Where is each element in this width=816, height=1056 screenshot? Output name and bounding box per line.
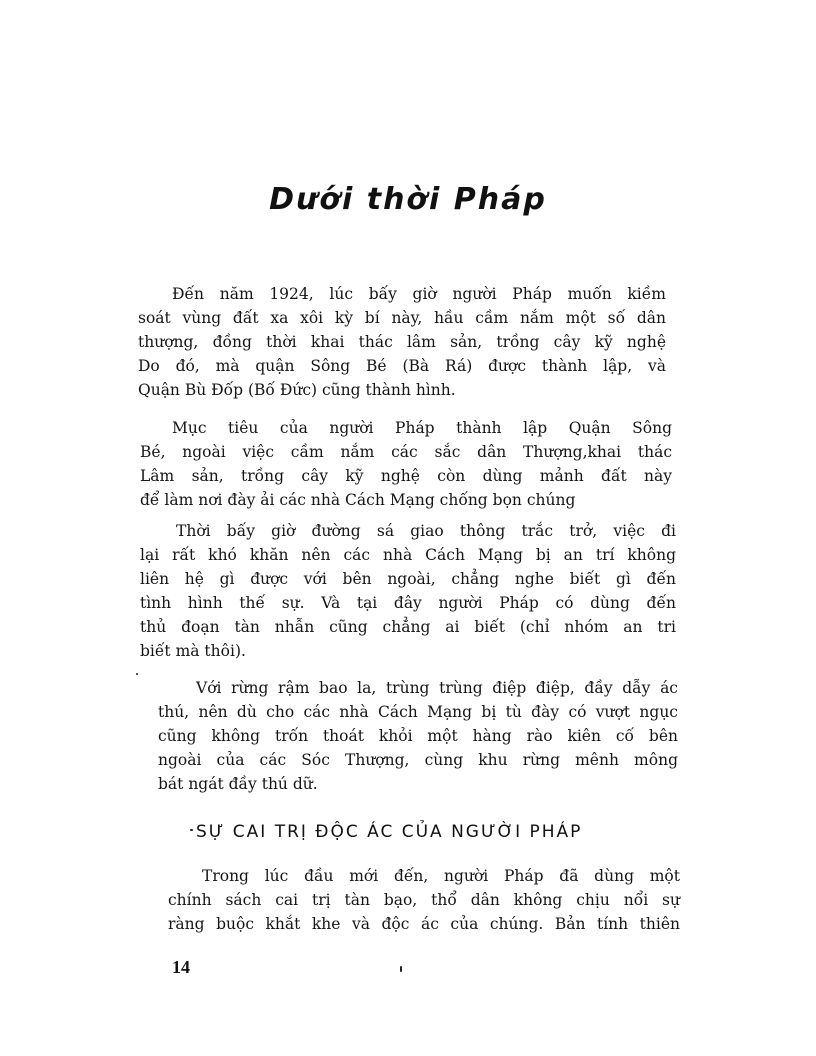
paragraph-line: tình hình thế sự. Và tại đây người Pháp có dùng đến (140, 594, 676, 612)
paragraph-line: biết mà thôi). (140, 642, 246, 660)
paragraph-line: liên hệ gì được với bên ngoài, chẳng nghe biết gì đến (140, 570, 676, 588)
paragraph-line: ngoài của các Sóc Thượng, cùng khu rừng mênh mông (158, 751, 678, 769)
paragraph-line: thủ đoạn tàn nhẫn cũng chẳng ai biết (chỉ nhóm an tri (140, 618, 676, 636)
paragraph-line: bát ngát đầy thú dữ. (158, 775, 318, 793)
paragraph-4 (158, 676, 678, 796)
section-paragraph-1 (168, 864, 680, 936)
print-speck (400, 966, 402, 972)
paragraph-line: Do đó, mà quận Sông Bé (Bà Rá) được thành lập, và (138, 357, 666, 375)
paragraph-line: Quận Bù Đốp (Bố Đức) cũng thành hình. (138, 381, 456, 399)
paragraph-line: thú, nên dù cho các nhà Cách Mạng bị tù đày có vượt ngục (158, 703, 678, 721)
print-speck (190, 829, 193, 831)
paragraph-line: Lâm sản, trồng cây kỹ nghệ còn dùng mảnh đất này (140, 467, 672, 485)
print-speck (136, 673, 138, 675)
paragraph-3 (140, 519, 676, 663)
paragraph-line: Trong lúc đầu mới đến, người Pháp đã dùng một (202, 867, 680, 885)
paragraph-line: để làm nơi đày ải các nhà Cách Mạng chống bọn chúng (140, 491, 576, 509)
paragraph-line: chính sách cai trị tàn bạo, thổ dân không chịu nổi sự (168, 891, 680, 909)
paragraph-line: thượng, đồng thời khai thác lâm sản, trồng cây kỹ nghệ (138, 333, 666, 351)
paragraph-2 (140, 416, 672, 512)
paragraph-line: lại rất khó khăn nên các nhà Cách Mạng bị an trí không (140, 546, 676, 564)
paragraph-line: cũng không trốn thoát khỏi một hàng rào kiên cố bên (158, 727, 678, 745)
paragraph-1 (138, 282, 666, 402)
paragraph-line: soát vùng đất xa xôi kỳ bí này, hầu cầm nắm một số dân (138, 309, 666, 327)
paragraph-line: Thời bấy giờ đường sá giao thông trắc trở, việc đi (176, 522, 676, 540)
paragraph-line: Mục tiêu của người Pháp thành lập Quận Sông (172, 419, 672, 437)
paragraph-line: Đến năm 1924, lúc bấy giờ người Pháp muốn kiềm (172, 285, 666, 303)
page-number: 14 (172, 957, 190, 977)
paragraph-line: Bé, ngoài việc cầm nắm các sắc dân Thượng,khai thác (140, 443, 672, 461)
chapter-title: Dưới thời Pháp (269, 182, 547, 217)
section-heading: SỰ CAI TRỊ ĐỘC ÁC CỦA NGƯỜI PHÁP (196, 822, 583, 842)
paragraph-line: Với rừng rậm bao la, trùng trùng điệp điệp, đầy dẫy ác (196, 679, 678, 697)
paragraph-line: ràng buộc khắt khe và độc ác của chúng. Bản tính thiên (168, 915, 680, 933)
